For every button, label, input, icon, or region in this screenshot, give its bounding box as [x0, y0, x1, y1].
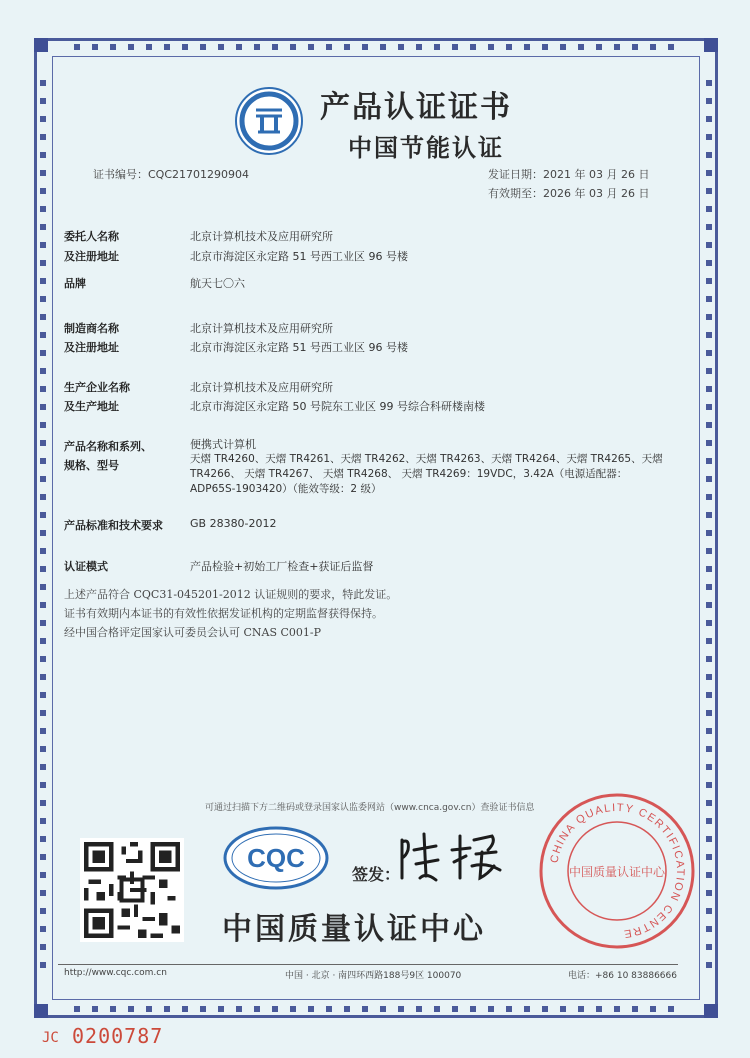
left-border-dots [40, 80, 46, 980]
corner-ornament-tr [704, 38, 718, 52]
manufacturer-name: 北京计算机技术及应用研究所 [190, 322, 333, 335]
cert-mode: 产品检验+初始工厂检查+获证后监督 [190, 560, 374, 573]
official-seal-icon [536, 790, 698, 952]
footer-website[interactable]: http://www.cqc.com.cn [64, 968, 167, 978]
manufacturer-address: 北京市海淀区永定路 51 号西工业区 96 号楼 [190, 341, 408, 354]
cert-mode-label: 认证模式 [64, 560, 108, 573]
cqc-logo-icon [222, 825, 330, 891]
issue-date-label: 发证日期： [488, 168, 543, 181]
footer-address: 中国 · 北京 · 南四环西路188号9区 100070 [285, 971, 462, 981]
corner-ornament-br [704, 1004, 718, 1018]
product-line-1: 便携式计算机 [190, 438, 256, 451]
client-name: 北京计算机技术及应用研究所 [190, 230, 333, 243]
note-3: 经中国合格评定国家认可委员会认可 CNAS C001-P [64, 626, 322, 639]
product-line-4: ADP65S-1903420）（能效等级：2 级） [190, 483, 382, 495]
product-label-2: 规格、型号 [64, 459, 119, 472]
footer-phone: 电话：+86 10 83886666 [568, 971, 677, 981]
energy-certification-logo-icon [234, 86, 304, 156]
signature-label: 签发： [352, 865, 401, 884]
corner-ornament-tl [34, 38, 48, 52]
corner-ornament-bl [34, 1004, 48, 1018]
certificate-title: 产品认证证书 [320, 90, 512, 125]
expire-date-row [488, 185, 649, 201]
production-name: 北京计算机技术及应用研究所 [190, 381, 333, 394]
certificate-subtitle: 中国节能认证 [348, 134, 504, 162]
production-address: 北京市海淀区永定路 50 号院东工业区 99 号综合科研楼南楼 [190, 400, 485, 413]
issue-date: 2021 年 03 月 26 日 [543, 168, 650, 181]
expire-date: 2026 年 03 月 26 日 [543, 187, 650, 200]
manufacturer-address-label: 及注册地址 [64, 341, 119, 354]
issue-date-row [488, 166, 649, 182]
standard-label: 产品标准和技术要求 [64, 519, 163, 532]
note-2: 证书有效期内本证书的有效性依据发证机构的定期监督获得保持。 [64, 607, 383, 620]
seal-center-text: 中国质量认证中心 [568, 865, 666, 879]
signature-icon [396, 820, 506, 890]
cert-number-row [93, 166, 249, 182]
expire-date-label: 有效期至： [488, 187, 543, 200]
top-border-dots [74, 44, 674, 50]
cqc-logo-text: CQC [247, 843, 305, 873]
issuing-organization: 中国质量认证中心 [222, 912, 486, 947]
serial-prefix: JC [42, 1030, 59, 1046]
product-line-2: 天熠 TR4260、天熠 TR4261、天熠 TR4262、天熠 TR4263、天熠 TR4264、天熠 TR4265、天熠 [190, 453, 663, 465]
footer-divider [58, 964, 678, 965]
seal-ring-text: CHINA QUALITY CERTIFICATION CENTRE [548, 801, 687, 940]
client-address: 北京市海淀区永定路 51 号西工业区 96 号楼 [190, 250, 408, 263]
production-name-label: 生产企业名称 [64, 381, 130, 394]
brand: 航天七〇六 [190, 277, 245, 290]
client-address-label: 及注册地址 [64, 250, 119, 263]
cert-number: CQC21701290904 [148, 168, 250, 181]
client-name-label: 委托人名称 [64, 230, 119, 243]
brand-label: 品牌 [64, 277, 86, 290]
manufacturer-name-label: 制造商名称 [64, 322, 119, 335]
serial-number: 0200787 [72, 1024, 164, 1048]
standard: GB 28380-2012 [190, 517, 277, 530]
bottom-border-dots [74, 1006, 674, 1012]
cert-number-label: 证书编号： [93, 168, 148, 181]
production-address-label: 及生产地址 [64, 400, 119, 413]
product-line-3: TR4266、 天熠 TR4267、 天熠 TR4268、 天熠 TR4269：19VDC，3.42A（电源适配器： [190, 468, 628, 480]
right-border-dots [706, 80, 712, 980]
qr-code-icon[interactable] [80, 838, 184, 942]
verify-instructions: 可通过扫描下方二维码或登录国家认监委网站（www.cnca.gov.cn）查验证书信息 [205, 803, 535, 813]
product-label-1: 产品名称和系列、 [64, 440, 152, 453]
note-1: 上述产品符合 CQC31-045201-2012 认证规则的要求，特此发证。 [64, 588, 398, 601]
